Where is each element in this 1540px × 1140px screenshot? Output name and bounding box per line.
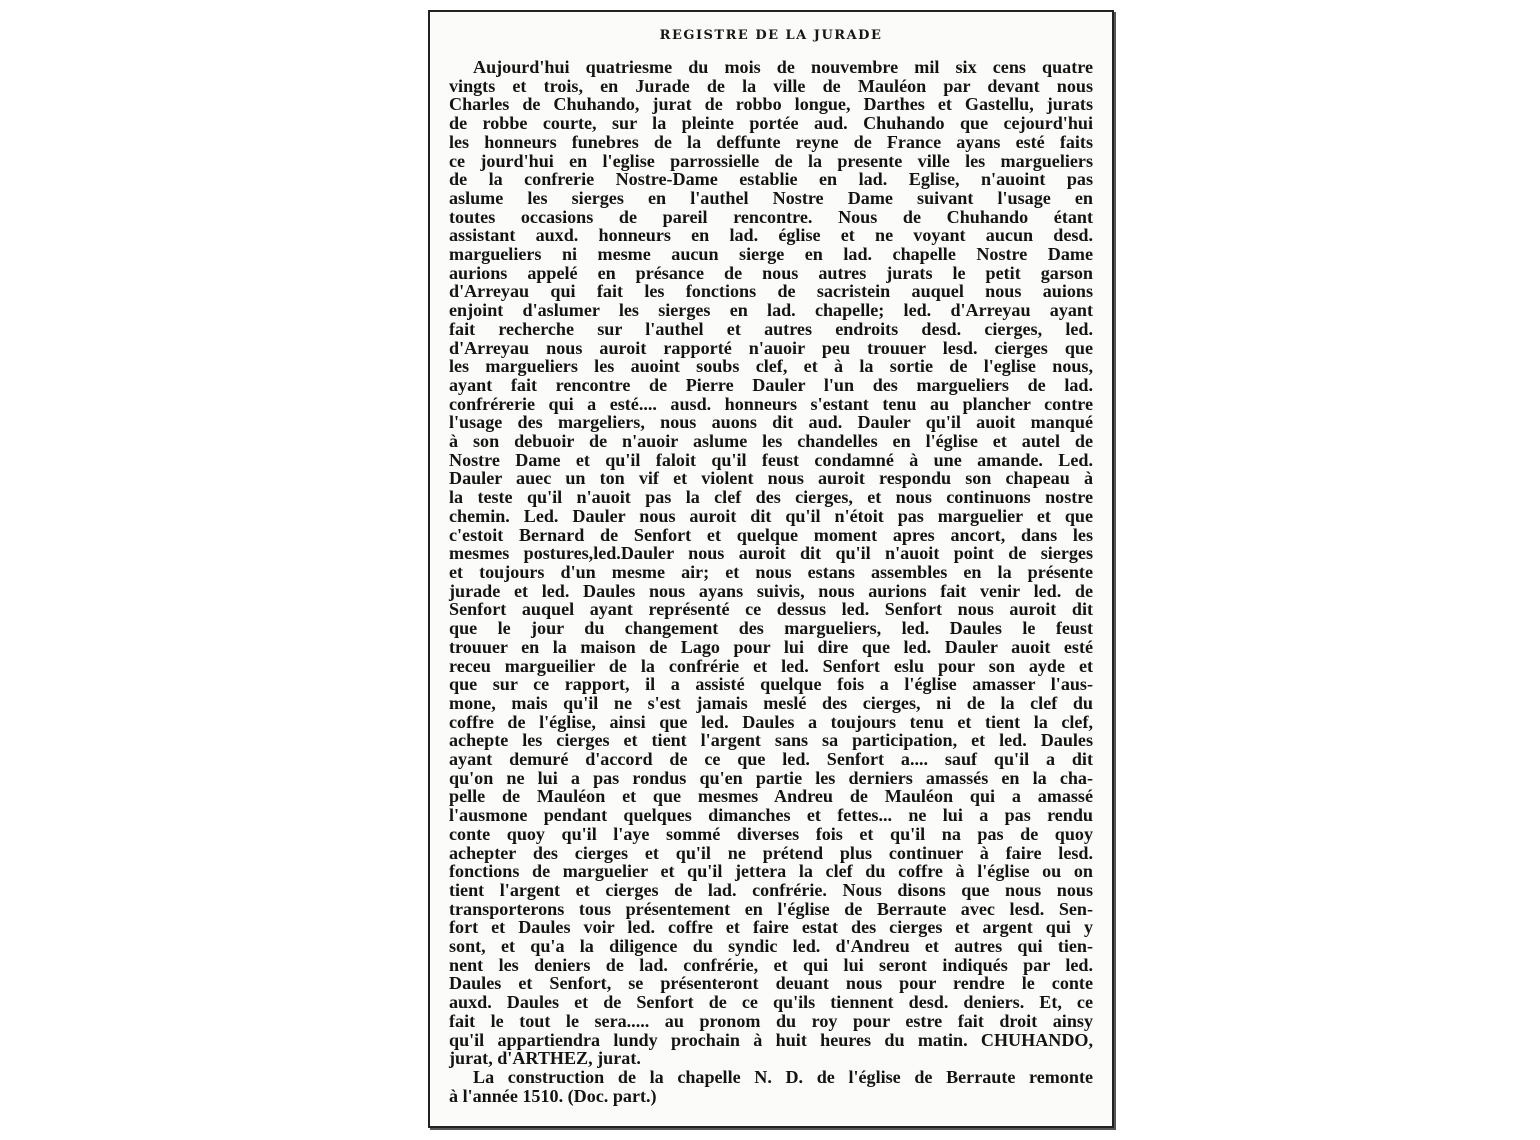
text-line: ayant fait rencontre de Pierre Dauler l'un des margueliers de lad. bbox=[449, 374, 1093, 395]
text-line: et toujours d'un mesme air; et nous estans assembles en la présente bbox=[449, 561, 1093, 582]
text-line: qu'on ne lui a pas rondus qu'en partie les derniers amassés en la cha- bbox=[449, 767, 1093, 788]
text-line: receu margueilier de la confrérie et led. Senfort eslu pour son ayde et bbox=[449, 655, 1093, 676]
document-page bbox=[428, 10, 1114, 1128]
text-line: mesmes postures,led.Dauler nous auroit dit qu'il n'auoit point de sierges bbox=[449, 543, 1093, 564]
text-line: aslume les sierges en l'authel Nostre Dame suivant l'usage en bbox=[449, 187, 1093, 208]
text-line: l'usage des margeliers, nous auons dit aud. Dauler qu'il auoit manqué bbox=[449, 412, 1093, 433]
text-line: les margueliers les auoint soubs clef, et à la sortie de l'eglise nous, bbox=[449, 356, 1093, 377]
text-line: Charles de Chuhando, jurat de robbo longue, Darthes et Gastellu, jurats bbox=[449, 94, 1093, 115]
text-line: Dauler auec un ton vif et violent nous auroit respondu son chapeau à bbox=[449, 468, 1093, 489]
text-line: toutes occasions de pareil rencontre. Nous de Chuhando étant bbox=[449, 206, 1093, 227]
text-line: Nostre Dame et qu'il faloit qu'il feust condamné à une amande. Led. bbox=[449, 449, 1093, 470]
text-line: l'ausmone pendant quelques dimanches et fettes... ne lui a pas rendu bbox=[449, 805, 1093, 826]
text-line: coffre de l'église, ainsi que led. Daules a toujours tenu et tient la clef, bbox=[449, 711, 1093, 732]
text-line: la teste qu'il n'auoit pas la clef des cierges, et nous continuons nostre bbox=[449, 487, 1093, 508]
text-line: confrérerie qui a esté.... ausd. honneurs s'estant tenu au plancher contre bbox=[449, 393, 1093, 414]
text-line: enjoint d'aslumer les sierges en lad. chapelle; led. d'Arreyau ayant bbox=[449, 300, 1093, 321]
text-line: assistant auxd. honneurs en lad. église et ne voyant aucun desd. bbox=[449, 225, 1093, 246]
text-line: de la confrerie Nostre-Dame establie en lad. Eglise, n'auoint pas bbox=[449, 169, 1093, 190]
text-line: achepte les cierges et tient l'argent sans sa participation, et led. Daules bbox=[449, 730, 1093, 751]
text-line: jurade et led. Daules nous ayans suivis, nous aurions fait venir led. de bbox=[449, 580, 1093, 601]
text-line: pelle de Mauléon et que mesmes Andreu de Mauléon qui a amassé bbox=[449, 786, 1093, 807]
text-line: achepter des cierges et qu'il ne prétend plus continuer à faire lesd. bbox=[449, 842, 1093, 863]
text-line: trouuer en la maison de Lago pour lui dire que led. Dauler auoit esté bbox=[449, 636, 1093, 657]
text-line: fait recherche sur l'authel et autres endroits desd. cierges, led. bbox=[449, 318, 1093, 339]
text-line: à son debuoir de n'auoir aslume les chandelles en l'église et autel de bbox=[449, 431, 1093, 452]
text-line: à l'année 1510. (Doc. part.) bbox=[449, 1085, 657, 1106]
text-line: ce jourd'hui en l'eglise parrossielle de la presente ville les margueliers bbox=[449, 150, 1093, 171]
text-line: Senfort auquel ayant représenté ce dessus led. Senfort nous auroit dit bbox=[449, 599, 1093, 620]
text-line: chemin. Led. Dauler nous auroit dit qu'il n'étoit pas marguelier et que bbox=[449, 505, 1093, 526]
text-line: tient l'argent et cierges de lad. confrérie. Nous disons que nous nous bbox=[449, 879, 1093, 900]
text-line: nent les deniers de lad. confrérie, et qui lui seront indiqués par led. bbox=[449, 954, 1093, 975]
text-line: sont, et qu'a la diligence du syndic led. d'Andreu et autres qui tien- bbox=[449, 936, 1093, 957]
text-line: jurat, d'ARTHEZ, jurat. bbox=[449, 1048, 641, 1069]
text-line: Aujourd'hui quatriesme du mois de nouvembre mil six cens quatre bbox=[473, 57, 1093, 77]
text-line: les honneurs funebres de la deffunte reyne de France ayans esté faits bbox=[449, 131, 1093, 152]
text-line: d'Arreyau nous auroit rapporté n'auoir peu trouuer lesd. cierges que bbox=[449, 337, 1093, 358]
text-line: qu'il appartiendra lundy prochain à huit heures du matin. CHUHANDO, bbox=[449, 1029, 1093, 1050]
text-line: conte quoy qu'il l'aye sommé diverses fois et qu'il na pas de quoy bbox=[449, 823, 1093, 844]
text-line: margueliers ni mesme aucun sierge en lad. chapelle Nostre Dame bbox=[449, 244, 1093, 265]
note-paragraph bbox=[449, 1068, 1093, 1105]
text-line: La construction de la chapelle N. D. de l'église de Berraute remonte bbox=[473, 1066, 1093, 1087]
text-line: que sur ce rapport, il a assisté quelque fois a l'église amasser l'aus- bbox=[449, 674, 1093, 695]
text-line: mone, mais qu'il ne s'est jamais meslé des cierges, ni de la clef du bbox=[449, 692, 1093, 713]
text-line: fonctions de marguelier et qu'il jettera la clef du coffre à l'église ou on bbox=[449, 861, 1093, 882]
text-line: ayant demuré d'accord de ce que led. Senfort a.... sauf qu'il a dit bbox=[449, 749, 1093, 770]
text-line: fort et Daules voir led. coffre et faire estat des cierges et argent qui y bbox=[449, 917, 1093, 938]
text-line: aurions appelé en présance de nous autres jurats le petit garson bbox=[449, 262, 1093, 283]
text-line: de robbe courte, sur la pleinte portée aud. Chuhando que cejourd'hui bbox=[449, 113, 1093, 134]
text-line: vingts et trois, en Jurade de la ville de Mauléon par devant nous bbox=[449, 75, 1093, 96]
text-line: fait le tout le sera..... au pronom du roy pour estre fait droit ainsy bbox=[449, 1010, 1093, 1031]
text-line: d'Arreyau qui fait les fonctions de sacristein auquel nous auions bbox=[449, 281, 1093, 302]
text-line: c'estoit Bernard de Senfort et quelque moment apres ancort, dans les bbox=[449, 524, 1093, 545]
page-title: REGISTRE DE LA JURADE bbox=[659, 28, 883, 43]
body-paragraph bbox=[449, 58, 1093, 1068]
text-line: Daules et Senfort, se présenteront deuant nous pour rendre le conte bbox=[449, 973, 1093, 994]
text-line: transporterons tous présentement en l'église de Berraute avec lesd. Sen- bbox=[449, 898, 1093, 919]
text-line: auxd. Daules et de Senfort de ce qu'ils tiennent desd. deniers. Et, ce bbox=[449, 992, 1093, 1013]
text-line: que le jour du changement des margueliers, led. Daules le feust bbox=[449, 618, 1093, 639]
